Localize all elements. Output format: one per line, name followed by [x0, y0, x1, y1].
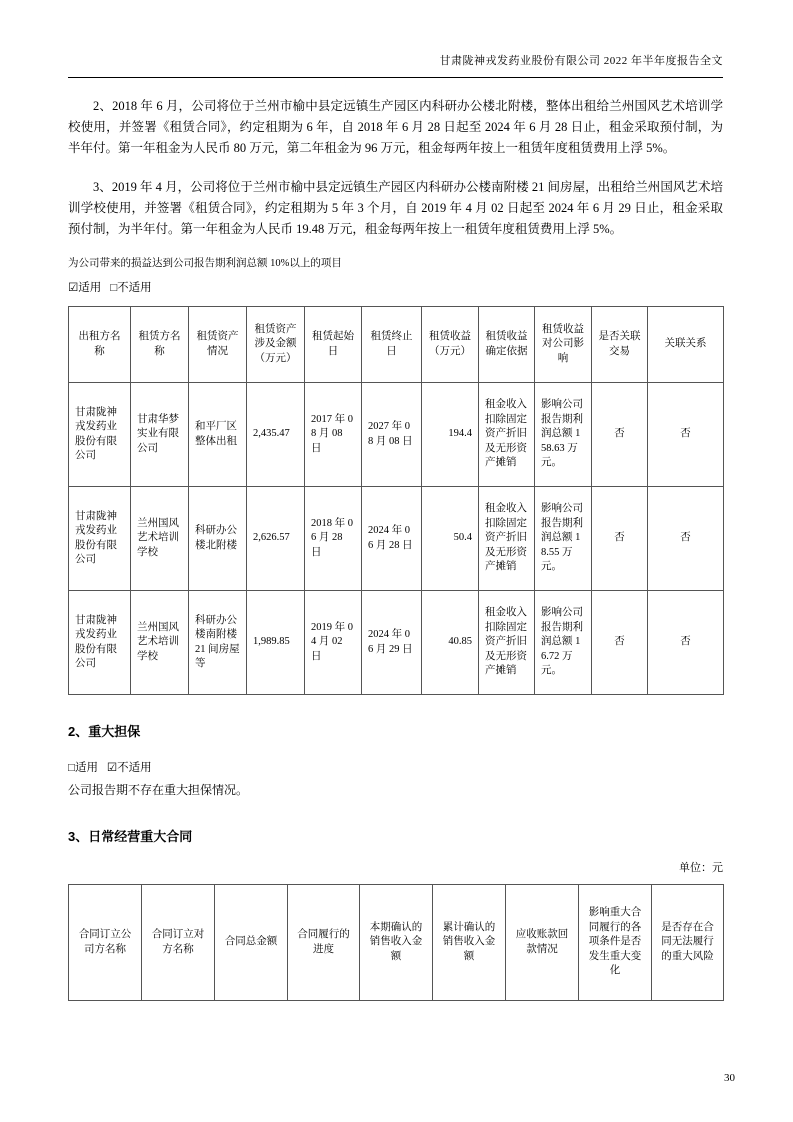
table-cell: 甘肃陇神戎发药业股份有限公司	[69, 487, 131, 591]
column-header: 累计确认的销售收入金额	[433, 885, 506, 1001]
table-cell: 2,435.47	[247, 383, 305, 487]
table-header-row	[69, 885, 724, 1001]
table-cell: 否	[592, 487, 648, 591]
column-header: 合同总金额	[215, 885, 288, 1001]
column-header: 关联关系	[648, 307, 724, 383]
column-header: 是否关联交易	[592, 307, 648, 383]
daily-contracts-table	[68, 884, 724, 1001]
table-cell: 影响公司报告期利润总额 16.72 万元。	[535, 591, 592, 695]
table-cell: 2024 年 06 月 28 日	[362, 487, 422, 591]
column-header: 租赁收益对公司影响	[535, 307, 592, 383]
table-row	[69, 591, 724, 695]
column-header: 租赁起始日	[305, 307, 362, 383]
table-cell: 甘肃华梦实业有限公司	[131, 383, 189, 487]
column-header: 租赁收益（万元）	[422, 307, 479, 383]
guarantee-note: 公司报告期不存在重大担保情况。	[68, 783, 249, 797]
profit-items-intro: 为公司带来的损益达到公司报告期利润总额 10%以上的项目	[68, 258, 342, 269]
page-number: 30	[724, 1072, 735, 1084]
table-cell: 租金收入扣除固定资产折旧及无形资产摊销	[479, 383, 535, 487]
column-header: 本期确认的销售收入金额	[360, 885, 433, 1001]
table-cell: 甘肃陇神戎发药业股份有限公司	[69, 591, 131, 695]
table-cell: 1,989.85	[247, 591, 305, 695]
table-cell: 2,626.57	[247, 487, 305, 591]
not-applicable-checkbox: □不适用	[110, 282, 152, 294]
column-header: 合同履行的进度	[288, 885, 360, 1001]
table-cell: 否	[648, 487, 724, 591]
table-cell: 2019 年 04 月 02 日	[305, 591, 362, 695]
column-header: 合同订立对方名称	[142, 885, 215, 1001]
table-row	[69, 383, 724, 487]
applicable-checkbox: ☑适用	[68, 282, 102, 294]
table-cell: 否	[592, 383, 648, 487]
table-cell: 2027 年 08 月 08 日	[362, 383, 422, 487]
table-cell: 和平厂区整体出租	[189, 383, 247, 487]
table-cell: 影响公司报告期利润总额 18.55 万元。	[535, 487, 592, 591]
table-header-row	[69, 307, 724, 383]
table-cell: 40.85	[422, 591, 479, 695]
table-cell: 甘肃陇神戎发药业股份有限公司	[69, 383, 131, 487]
column-header: 租赁终止日	[362, 307, 422, 383]
paragraph-lease-item-2: 2、2018 年 6 月，公司将位于兰州市榆中县定远镇生产园区内科研办公楼北附楼，整体出租给兰州国风艺术培训学校使用，并签署《租赁合同》，约定租期为 6 年，自 2018 年 6 月 28 日起至 2024 年 6 月 28 日止，租金采取预付制，为半年付。第一年租金为人民币 80 万元，第二年租金为 96 万元，租金每两年按上一租赁年度租赁费用上浮 5%。	[68, 99, 723, 155]
table-cell: 否	[648, 591, 724, 695]
paragraph-lease-item-3: 3、2019 年 4 月，公司将位于兰州市榆中县定远镇生产园区内科研办公楼南附楼 21 间房屋，出租给兰州国风艺术培训学校使用，并签署《租赁合同》，约定租期为 5 年 3 个月，自 2019 年 4 月 02 日起至 2024 年 6 月 29 日止，租金采取预付制，为半年付。第一年租金为人民币 19.48 万元，租金每两年按上一租赁年度租赁费用上浮 5%。	[68, 180, 723, 236]
column-header: 出租方名称	[69, 307, 131, 383]
page-header	[68, 52, 723, 78]
column-header: 租赁收益确定依据	[479, 307, 535, 383]
table-cell: 否	[592, 591, 648, 695]
table-cell: 租金收入扣除固定资产折旧及无形资产摊销	[479, 591, 535, 695]
table-cell: 2024 年 06 月 29 日	[362, 591, 422, 695]
column-header: 是否存在合同无法履行的重大风险	[652, 885, 724, 1001]
section-heading-major-guarantees: 2、重大担保	[68, 724, 141, 739]
table-cell: 影响公司报告期利润总额 158.63 万元。	[535, 383, 592, 487]
guarantee-applicability-line	[68, 760, 723, 777]
table-cell: 兰州国风艺术培训学校	[131, 591, 189, 695]
column-header: 租赁资产涉及金额（万元）	[247, 307, 305, 383]
report-title: 甘肃陇神戎发药业股份有限公司 2022 年半年度报告全文	[439, 55, 723, 67]
column-header: 合同订立公司方名称	[69, 885, 142, 1001]
column-header: 影响重大合同履行的各项条件是否发生重大变化	[579, 885, 652, 1001]
column-header: 应收账款回款情况	[506, 885, 579, 1001]
table-cell: 租金收入扣除固定资产折旧及无形资产摊销	[479, 487, 535, 591]
table-cell: 2018 年 06 月 28 日	[305, 487, 362, 591]
section-heading-daily-contracts: 3、日常经营重大合同	[68, 829, 193, 844]
column-header: 租赁资产情况	[189, 307, 247, 383]
table-row	[69, 487, 724, 591]
table-cell: 科研办公楼南附楼 21 间房屋等	[189, 591, 247, 695]
table-cell: 否	[648, 383, 724, 487]
table-cell: 50.4	[422, 487, 479, 591]
unit-label: 单位：元	[679, 862, 723, 874]
profit-items-applicability-line	[68, 280, 723, 297]
applicable-checkbox: □适用	[68, 762, 98, 774]
not-applicable-checkbox: ☑不适用	[106, 762, 152, 774]
column-header: 租赁方名称	[131, 307, 189, 383]
table-cell: 兰州国风艺术培训学校	[131, 487, 189, 591]
table-cell: 194.4	[422, 383, 479, 487]
table-cell: 2017 年 08 月 08 日	[305, 383, 362, 487]
table-cell: 科研办公楼北附楼	[189, 487, 247, 591]
lease-income-table	[68, 306, 724, 695]
